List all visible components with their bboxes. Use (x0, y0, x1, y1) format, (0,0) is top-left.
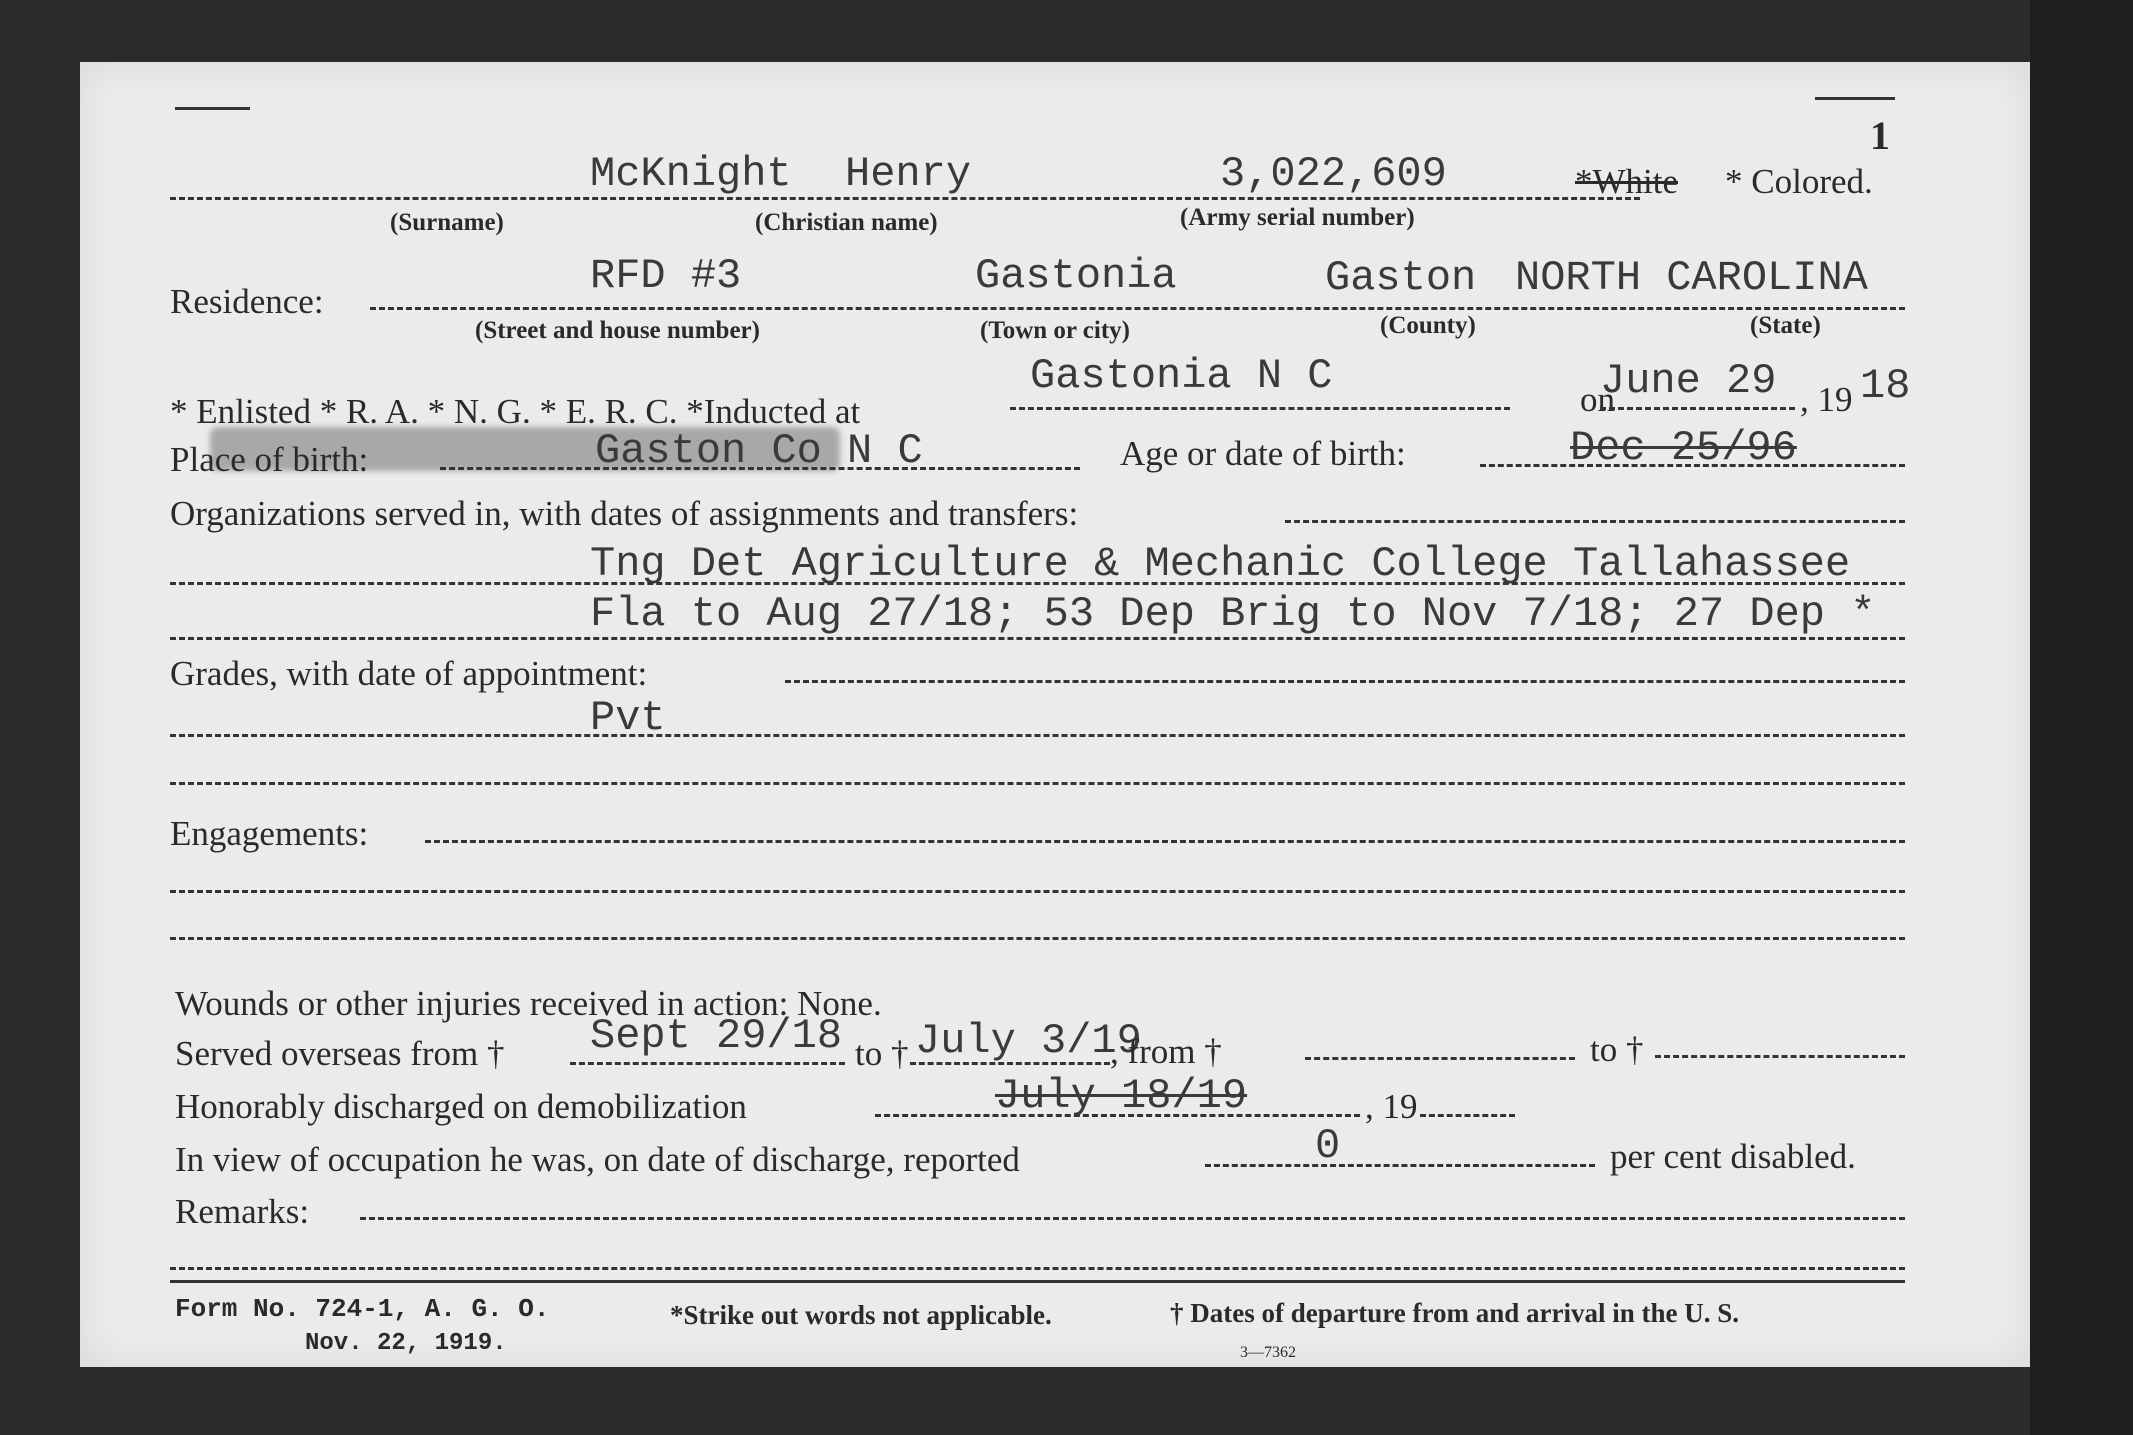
induction-date-line (1600, 407, 1795, 410)
grades-rule-1 (170, 734, 1905, 737)
state-caption: (State) (1750, 312, 1821, 339)
surname-value: McKnight (590, 150, 792, 198)
street-value: RFD #3 (590, 252, 742, 300)
residence-label: Residence: (170, 282, 324, 321)
overseas-to2-label: to † (1590, 1030, 1644, 1069)
disability-line (1205, 1164, 1595, 1167)
organizations-line2-value: Fla to Aug 27/18; 53 Dep Brig to Nov 7/18; 27 Dep * (590, 590, 1876, 638)
discharge-line (875, 1114, 1360, 1117)
grades-rule-2 (170, 782, 1905, 785)
discharge-year-label: , 19 (1365, 1087, 1418, 1126)
enlistment-label: * Enlisted * R. A. * N. G. * E. R. C. *Inducted at (170, 392, 861, 431)
year-suffix: 18 (1860, 362, 1911, 410)
county-value: Gaston (1325, 254, 1477, 302)
birth-date-value: Dec 25/96 (1570, 424, 1797, 472)
name-line (170, 197, 1640, 200)
induction-line (1010, 407, 1510, 410)
remarks-line (360, 1217, 1905, 1220)
card-number: 1 (1870, 113, 1890, 158)
printer-mark: 3—7362 (1240, 1344, 1296, 1361)
organizations-line1-value: Tng Det Agriculture & Mechanic College Tallahassee (590, 540, 1851, 588)
disability-label: In view of occupation he was, on date of discharge, reported (175, 1140, 1020, 1179)
residence-line (370, 307, 1905, 310)
disability-value: 0 (1315, 1122, 1341, 1170)
overseas-to-value: July 3/19 (915, 1017, 1142, 1065)
discharge-year-line (1420, 1114, 1515, 1117)
overseas-from-value: Sept 29/18 (590, 1012, 843, 1060)
discharge-date-value: July 18/19 (995, 1072, 1248, 1120)
serial-caption: (Army serial number) (1180, 204, 1415, 231)
birth-place-label: Place of birth: (170, 440, 369, 479)
overseas-label: Served overseas from † (175, 1034, 505, 1073)
race-colored: * Colored. (1725, 162, 1873, 201)
remarks-label: Remarks: (175, 1192, 310, 1231)
christian-name-value: Henry (845, 150, 972, 198)
birth-date-line (1480, 464, 1905, 467)
organizations-line (1285, 520, 1905, 523)
birth-place-value: Gaston Co N C (595, 427, 923, 475)
corner-rule (1815, 97, 1895, 100)
serial-number-value: 3,022,609 (1220, 150, 1447, 198)
organizations-rule-1 (170, 582, 1905, 585)
overseas-to-label: to † (855, 1034, 909, 1073)
county-caption: (County) (1380, 312, 1476, 339)
footnote-strike-out: *Strike out words not applicable. (670, 1300, 1052, 1330)
service-record-card (80, 62, 2030, 1367)
footer-rule (170, 1280, 1905, 1283)
overseas-to2-line (1655, 1055, 1905, 1058)
overseas-to-line (910, 1062, 1110, 1065)
state-value: NORTH CAROLINA (1515, 254, 1868, 302)
overseas-from2-line (1305, 1057, 1575, 1060)
organizations-rule-2 (170, 637, 1905, 640)
grades-label: Grades, with date of appointment: (170, 654, 648, 693)
organizations-label: Organizations served in, with dates of assignments and transfers: (170, 494, 1079, 533)
engagements-line (425, 840, 1905, 843)
form-number: Form No. 724-1, A. G. O. (175, 1294, 550, 1324)
birth-date-label: Age or date of birth: (1120, 434, 1406, 473)
overseas-from2-label: , from † (1110, 1032, 1222, 1071)
induction-date-value: June 29 (1600, 357, 1777, 405)
town-caption: (Town or city) (980, 317, 1130, 344)
engagements-rule-1 (170, 890, 1905, 893)
on-label: on (1580, 380, 1615, 419)
engagements-label: Engagements: (170, 814, 369, 853)
year-prefix: , 19 (1800, 380, 1853, 419)
grades-line (785, 680, 1905, 683)
form-date: Nov. 22, 1919. (305, 1330, 507, 1357)
town-value: Gastonia (975, 252, 1177, 300)
induction-place-value: Gastonia N C (1030, 352, 1333, 400)
street-caption: (Street and house number) (475, 317, 760, 344)
discharge-label: Honorably discharged on demobilization (175, 1087, 747, 1126)
engagements-rule-2 (170, 937, 1905, 940)
grade-value: Pvt (590, 694, 666, 742)
wounds-label: Wounds or other injuries received in action: None. (175, 984, 882, 1023)
disability-suffix: per cent disabled. (1610, 1137, 1856, 1176)
birth-place-line (440, 467, 1080, 470)
background-edge (2030, 0, 2133, 1435)
christian-name-caption: (Christian name) (755, 209, 938, 236)
overseas-from-line (570, 1062, 845, 1065)
footnote-dates: † Dates of departure from and arrival in the U. S. (1170, 1298, 1739, 1328)
corner-rule (175, 107, 250, 110)
remarks-rule-1 (170, 1267, 1905, 1270)
race-white-struck: *White (1575, 162, 1679, 201)
surname-caption: (Surname) (390, 209, 504, 236)
